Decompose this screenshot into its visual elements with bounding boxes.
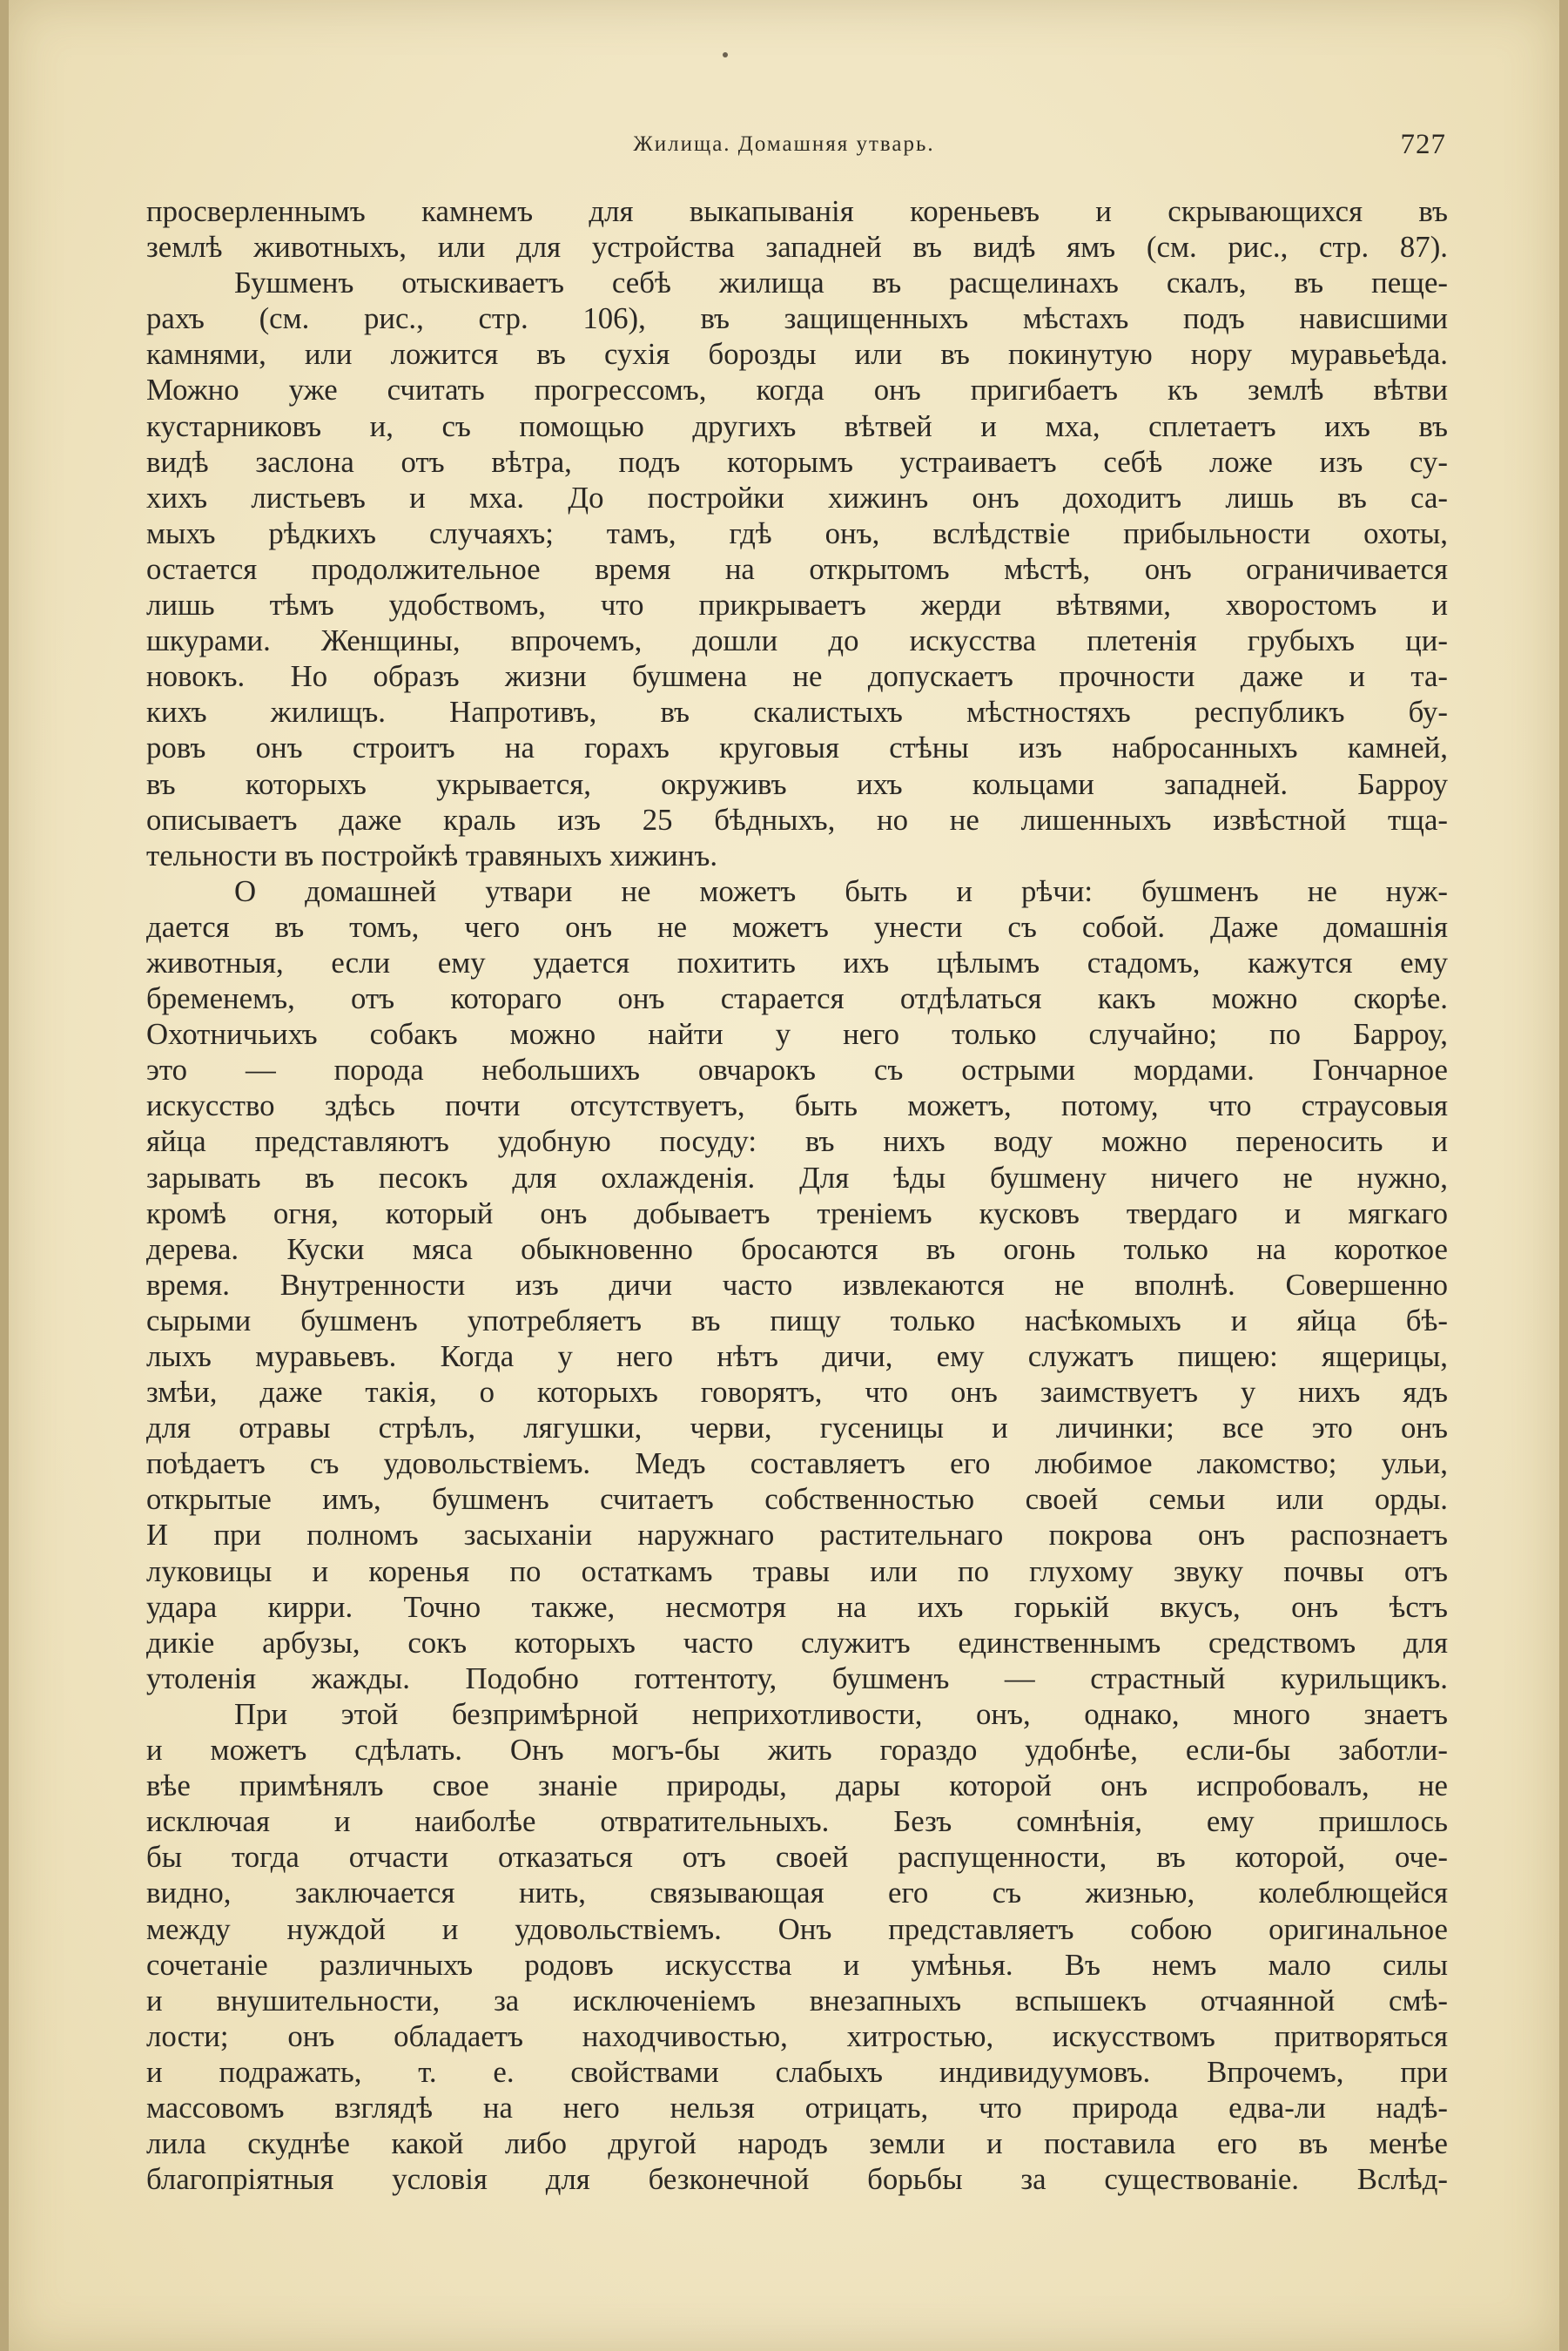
text-line: дерева. Куски мяса обыкновенно бросаются въ огонь только на короткое (146, 1231, 1448, 1266)
text-line: для отравы стрѣлъ, лягушки, черви, гусеницы и личинки; все это онъ (146, 1411, 1448, 1445)
text-line: и внушительности, за исключеніемъ внезапныхъ вспышекъ отчаянной смѣ- (146, 1983, 1448, 2018)
text-line: удара кирри. Точно также, несмотря на ихъ горькій вкусъ, онъ ѣстъ (146, 1589, 1448, 1624)
text-line: сочетаніе различныхъ родовъ искусства и умѣнья. Въ немъ мало силы (146, 1947, 1448, 1982)
text-line: О домашней утвари не можетъ быть и рѣчи: бушменъ не нуж- (234, 873, 1448, 908)
running-header (0, 131, 1568, 165)
text-line: просверленнымъ камнемъ для выкапыванія кореньевъ и скрывающихся въ (146, 194, 1448, 228)
text-line: луковицы и коренья по остаткамъ травы или по глухому звуку почвы отъ (146, 1553, 1448, 1588)
text-line: зарывать въ песокъ для охлажденія. Для ѣды бушмену ничего не нужно, (146, 1160, 1448, 1195)
text-line: вѣе примѣнялъ свое знаніе природы, дары которой онъ испробовалъ, не (146, 1768, 1448, 1803)
text-line: дикіе арбузы, сокъ которыхъ часто служитъ единственнымъ средствомъ для (146, 1625, 1448, 1660)
text-line: лишь тѣмъ удобствомъ, что прикрываетъ жерди вѣтвями, хворостомъ и (146, 588, 1448, 623)
text-line: кустарниковъ и, съ помощью другихъ вѣтвей и мха, сплетаетъ ихъ въ (146, 408, 1448, 443)
text-line: остается продолжительное время на открытомъ мѣстѣ, онъ ограничивается (146, 551, 1448, 586)
text-line: И при полномъ засыханіи наружнаго растительнаго покрова онъ распознаетъ (146, 1518, 1448, 1553)
text-line: и можетъ сдѣлать. Онъ могъ-бы жить гораздо удобнѣе, если-бы заботли- (146, 1733, 1448, 1768)
text-line: Охотничьихъ собакъ можно найти у него только случайно; по Барроу, (146, 1017, 1448, 1052)
text-line: бременемъ, отъ котораго онъ старается отдѣлаться какъ можно скорѣе. (146, 981, 1448, 1016)
text-line: новокъ. Но образъ жизни бушмена не допускаетъ прочности даже и та- (146, 659, 1448, 694)
text-line: это — порода небольшихъ овчарокъ съ острыми мордами. Гончарное (146, 1053, 1448, 1088)
text-line: исключая и наиболѣе отвратительныхъ. Безъ сомнѣнія, ему пришлось (146, 1804, 1448, 1839)
text-line: камнями, или ложится въ сухія борозды или въ покинутую нору муравьеѣда. (146, 337, 1448, 372)
text-line: землѣ животныхъ, или для устройства западней въ видѣ ямъ (см. рис., стр. 87). (146, 230, 1448, 265)
text-line: бы тогда отчасти отказаться отъ своей распущенности, въ которой, оче- (146, 1840, 1448, 1875)
text-line: поѣдаетъ съ удовольствіемъ. Медъ составляетъ его любимое лакомство; ульи, (146, 1446, 1448, 1481)
text-line: шкурами. Женщины, впрочемъ, дошли до искусства плетенія грубыхъ ци- (146, 623, 1448, 658)
page-number: 727 (1400, 129, 1446, 160)
text-line: животныя, если ему удается похитить ихъ цѣлымъ стадомъ, кажутся ему (146, 945, 1448, 980)
text-line: между нуждой и удовольствіемъ. Онъ представляетъ собою оригинальное (146, 1911, 1448, 1946)
text-line: благопріятныя условія для безконечной борьбы за существованіе. Вслѣд- (146, 2162, 1448, 2197)
text-line: мыхъ рѣдкихъ случаяхъ; тамъ, гдѣ онъ, вслѣдствіе прибыльности охоты, (146, 515, 1448, 550)
text-line: При этой безпримѣрной неприхотливости, онъ, однако, много знаетъ (234, 1696, 1448, 1731)
text-line: видѣ заслона отъ вѣтра, подъ которымъ устраиваетъ себѣ ложе изъ су- (146, 444, 1448, 479)
text-line: искусство здѣсь почти отсутствуетъ, быть можетъ, потому, что страусовыя (146, 1088, 1448, 1123)
text-line: ровъ онъ строитъ на горахъ круговыя стѣны изъ набросанныхъ камней, (146, 731, 1448, 765)
text-line: массовомъ взглядѣ на него нельзя отрицать, что природа едва-ли надѣ- (146, 2090, 1448, 2125)
text-line: Бушменъ отыскиваетъ себѣ жилища въ расщелинахъ скалъ, въ пеще- (234, 266, 1448, 300)
text-line: рахъ (см. рис., стр. 106), въ защищенныхъ мѣстахъ подъ нависшими (146, 301, 1448, 336)
text-line: открытые имъ, бушменъ считаетъ собственностью своей семьи или орды. (146, 1482, 1448, 1517)
text-line: сырыми бушменъ употребляетъ въ пищу только насѣкомыхъ и яйца бѣ- (146, 1303, 1448, 1337)
text-line: яйца представляютъ удобную посуду: въ нихъ воду можно переносить и (146, 1124, 1448, 1159)
running-title: Жилища. Домашняя утварь. (633, 132, 935, 156)
text-line: кихъ жилищъ. Напротивъ, въ скалистыхъ мѣстностяхъ республикъ бу- (146, 695, 1448, 730)
text-line: время. Внутренности изъ дичи часто извлекаются не вполнѣ. Совершенно (146, 1267, 1448, 1302)
text-line: Можно уже считать прогрессомъ, когда онъ пригибаетъ къ землѣ вѣтви (146, 373, 1448, 408)
text-line: и подражать, т. е. свойствами слабыхъ индивидуумовъ. Впрочемъ, при (146, 2054, 1448, 2089)
text-line: утоленія жажды. Подобно готтентоту, бушменъ — страстный курильщикъ. (146, 1661, 1448, 1695)
text-line: змѣи, даже такія, о которыхъ говорятъ, что онъ заимствуетъ у нихъ ядъ (146, 1375, 1448, 1410)
text-line: хихъ листьевъ и мха. До постройки хижинъ онъ доходитъ лишь въ са- (146, 480, 1448, 515)
body-text (146, 193, 1448, 2197)
text-line: видно, заключается нить, связывающая его съ жизнью, колеблющейся (146, 1876, 1448, 1910)
text-line: тельности въ постройкѣ травяныхъ хижинъ. (146, 838, 718, 872)
text-line: дается въ томъ, чего онъ не можетъ унести съ собой. Даже домашнія (146, 909, 1448, 944)
text-line: въ которыхъ укрывается, окруживъ ихъ кольцами западней. Барроу (146, 766, 1448, 801)
text-line: лости; онъ обладаетъ находчивостью, хитростью, искусствомъ притворяться (146, 2018, 1448, 2053)
text-line: кромѣ огня, который онъ добываетъ треніемъ кусковъ твердаго и мягкаго (146, 1196, 1448, 1230)
printer-dot (723, 52, 728, 57)
text-line: описываетъ даже краль изъ 25 бѣдныхъ, но не лишенныхъ извѣстной тща- (146, 802, 1448, 837)
text-line: лыхъ муравьевъ. Когда у него нѣтъ дичи, ему служатъ пищею: ящерицы, (146, 1339, 1448, 1373)
text-line: лила скуднѣе какой либо другой народъ земли и поставила его въ менѣе (146, 2126, 1448, 2161)
